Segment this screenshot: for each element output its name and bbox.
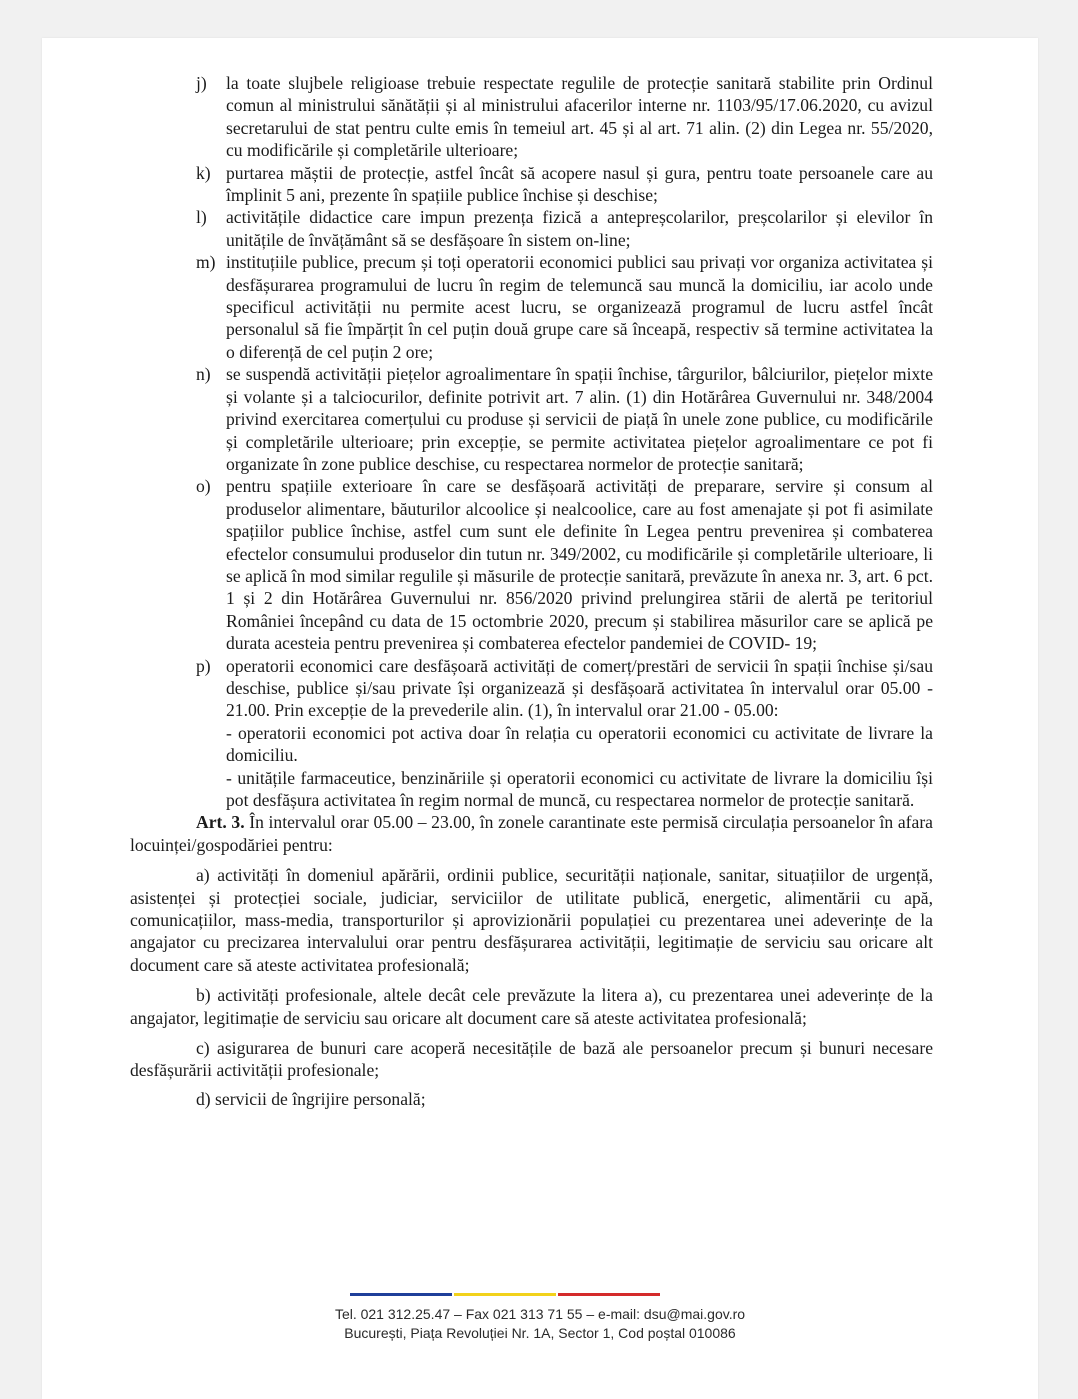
list-text: operatorii economici care desfășoară activități de comerț/prestări de servicii în spații închise și/sau deschise, publice și/sau private își organizează și desfășoară activitatea în intervalul orar 05.00 - 21.00. Prin excepție de la prevederile alin. (1), în intervalul orar 21.00 - 05.00: — [226, 655, 933, 721]
list-text: pentru spațiile exterioare în care se desfășoară activități de preparare, servire și consum al produselor alimentare, băuturilor alcoolice și nealcoolice, care au fost amenajate și pot fi asimilate spațiilor publice închise, astfel cum sunt ele definite în Legea pentru prevenirea și combaterea efectelor consumului produselor din tutun nr. 349/2002, cu modificările și completările ulterioare, li se aplică în mod similar regulile și măsurile de protecție sanitară, prevăzute în anexa nr. 3, art. 6 pct. 1 și 2 din Hotărârea Guvernului nr. 856/2020 privind prelungirea stării de alertă pe teritoriul României începând cu data de 15 octombrie 2020, precum și stabilirea măsurilor care se aplică pe durata acesteia pentru prevenirea și combaterea efectelor pandemiei de COVID- 19; — [226, 476, 933, 654]
list-item-n — [130, 363, 933, 475]
list-text: purtarea măștii de protecție, astfel încât să acopere nasul și gura, pentru toate persoanele care au împlinit 5 ani, prezente în spațiile publice închise și deschise; — [226, 162, 933, 206]
list-item-p — [130, 655, 933, 722]
list-item-k — [130, 162, 933, 207]
list-text: la toate slujbele religioase trebuie respectate regulile de protecție sanitară stabilite prin Ordinul comun al ministrului sănătății și al ministrului afacerilor interne nr. 1103/95/17.06.2020, cu avizul secretarului de stat pentru culte emis în temeiul art. 45 și al art. 71 alin. (2) din Legea nr. 55/2020, cu modificările și completările ulterioare; — [226, 73, 933, 161]
list-letter: n) — [196, 364, 211, 385]
list-letter: p) — [196, 655, 211, 676]
flag-stripe-red — [558, 1293, 660, 1296]
list-letter: o) — [196, 476, 211, 497]
list-item-j — [130, 72, 933, 162]
footer-contact: Tel. 021 312.25.47 – Fax 021 313 71 55 – e-mail: dsu@mai.gov.ro — [334, 1306, 746, 1322]
subpoint-d: d) servicii de îngrijire personală; — [196, 1088, 426, 1109]
list-item-o — [130, 475, 933, 654]
list-text: instituțiile publice, precum și toți operatorii economici publici sau privați vor organiza activitatea și desfășurarea programului de lucru în regim de telemuncă sau muncă la domiciliu, iar acolo unde specificul activității nu permite acest lucru, se organizează programul de lucru astfel încât personalul să fie împărțit în cel puțin două grupe care să înceapă, respectiv să termine activitatea la o diferență de cel puțin 2 ore; — [226, 252, 933, 362]
dash-paragraph: - unitățile farmaceutice, benzinăriile și operatorii economici cu activitate de livrare la domiciliu își pot desfășura activitatea în regim normal de muncă, cu respectarea normelor de protecție sanitară. — [226, 767, 933, 810]
subpoint-c: c) asigurarea de bunuri care acoperă necesitățile de bază ale persoanelor precum și bunuri necesare desfășurării activității profesionale; — [130, 1038, 933, 1081]
list-text: activitățile didactice care impun prezența fizică a antepreșcolarilor, preșcolarilor și elevilor în unitățile de învățământ să se desfășoare în sistem on-line; — [226, 207, 933, 250]
dash-paragraph: - operatorii economici pot activa doar în relația cu operatorii economici cu activitate de livrare la domiciliu. — [226, 722, 933, 766]
list-letter: l) — [196, 207, 207, 228]
list-text: se suspendă activității piețelor agroalimentare în spații închise, târgurilor, bâlciurilor, piețelor mixte și volante și a talciocurilor, definite potrivit art. 7 alin. (1) din Hotărârea Guvernului nr. 348/2004 privind exercitarea comerțului cu produse și servicii de piață în unele zone publice, cu modificările și completările ulterioare; prin excepție, se permite activitatea piețelor agroalimentare ce pot fi organizate în zone publice deschise, cu respectarea normelor de protecție sanitară; — [226, 364, 933, 474]
article-label: Art. 3. — [196, 812, 245, 833]
article-text: În intervalul orar 05.00 – 23.00, în zonele carantinate este permisă circulația persoanelor în afara locuinței/gospodăriei pentru: — [130, 812, 933, 855]
list-item-m — [130, 251, 933, 363]
flag-stripe-blue — [350, 1293, 452, 1296]
flag-stripe-yellow — [454, 1293, 556, 1296]
footer-address: București, Piața Revoluției Nr. 1A, Sector 1, Cod poștal 010086 — [344, 1325, 736, 1341]
list-letter: j) — [196, 73, 207, 93]
subpoint-b: b) activități profesionale, altele decât cele prevăzute la litera a), cu prezentarea unei adeverințe de la angajator, legitimație de serviciu sau oricare alt document care să ateste activitatea profesională; — [130, 985, 933, 1028]
list-item-l — [130, 206, 933, 251]
list-letter: k) — [196, 162, 211, 183]
subpoint-a: a) activități în domeniul apărării, ordinii publice, securității naționale, sanitar, situațiilor de urgență, asistenței și protecției sociale, judiciar, serviciilor de utilitate publică, energetic, alimentării cu apă, comunicațiilor, mass-media, transporturilor și aprovizionării populației cu prezentarea unei adeverințe de la angajator cu precizarea intervalului orar pentru desfășurarea activității, legitimație de serviciu sau oricare alt document care să ateste activitatea profesională; — [130, 865, 933, 975]
document-body — [130, 72, 933, 1110]
list-letter: m) — [196, 252, 216, 273]
document-page — [42, 38, 1038, 1399]
article-paragraph — [130, 811, 933, 856]
